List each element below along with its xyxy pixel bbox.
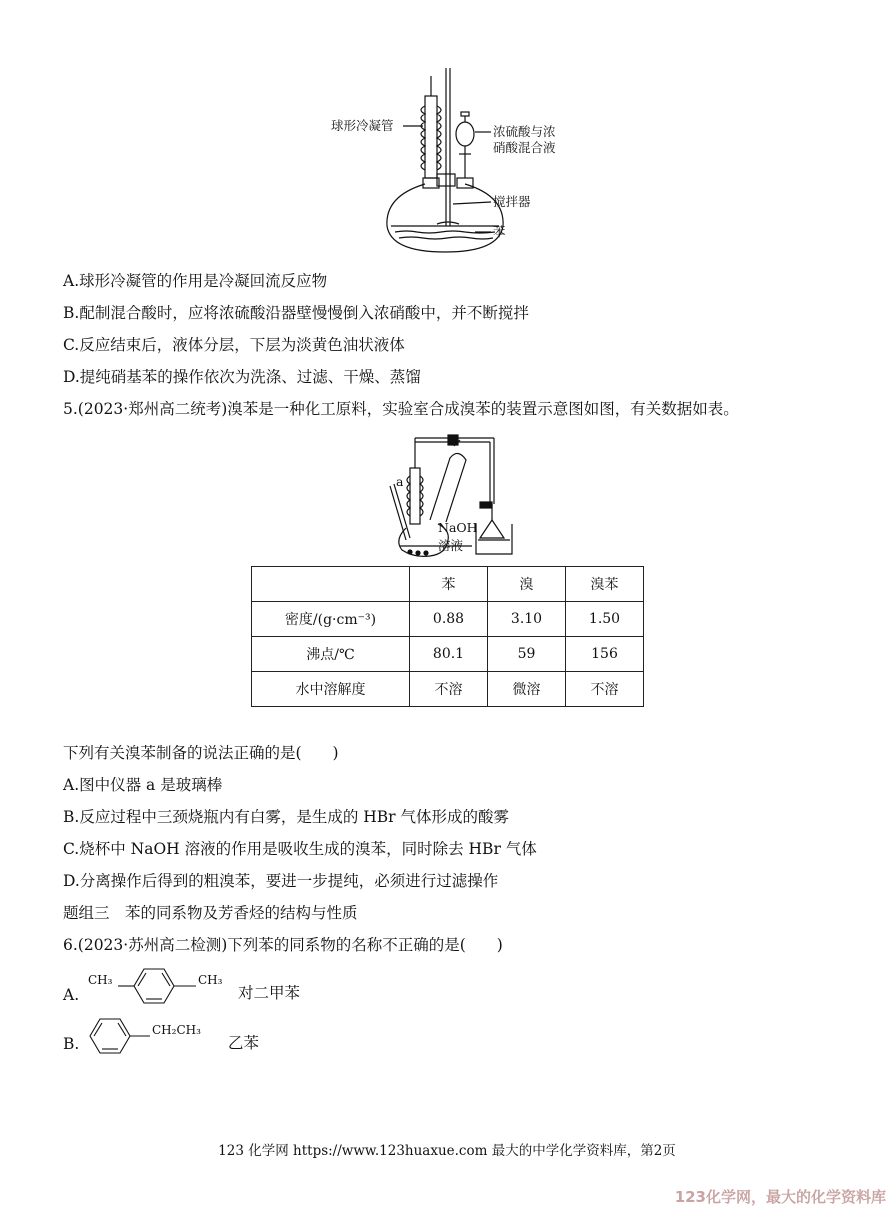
table-cell: 80.1: [410, 637, 488, 672]
q5-stem: 5.(2023·郑州高二统考)溴苯是一种化工原料，实验室合成溴苯的装置示意图如图，有关数据如表。: [63, 400, 739, 418]
table-row: [252, 672, 644, 707]
bromobenzene-apparatus-figure: [380, 428, 520, 558]
ethyl-group: CH₂CH₃: [152, 1023, 201, 1037]
data-table: [251, 566, 644, 707]
table-cell: 密度/(g·cm⁻³): [252, 602, 410, 637]
ethylbenzene-structure: [88, 1014, 228, 1058]
nitration-apparatus-figure: [325, 66, 565, 256]
q5-option-a: A.图中仪器 a 是玻璃棒: [63, 776, 223, 794]
q6-option-b-name: 乙苯: [228, 1034, 260, 1052]
table-cell: 沸点/℃: [252, 637, 410, 672]
q6-option-a-name: 对二甲苯: [238, 984, 301, 1002]
table-cell: 不溶: [410, 672, 488, 707]
table-cell: 溴: [488, 567, 566, 602]
label-acid-line1: 浓硫酸与浓: [493, 124, 556, 139]
q4-option-b: B.配制混合酸时，应将浓硫酸沿器壁慢慢倒入浓硝酸中，并不断搅拌: [63, 304, 529, 322]
table-row: [252, 637, 644, 672]
q6-stem: 6.(2023·苏州高二检测)下列苯的同系物的名称不正确的是( ): [63, 936, 503, 954]
label-naoh-line1: NaOH: [438, 520, 478, 535]
q4-option-a: A.球形冷凝管的作用是冷凝回流反应物: [63, 272, 328, 290]
table-cell: 1.50: [566, 602, 644, 637]
q4-option-d: D.提纯硝基苯的操作依次为洗涤、过滤、干燥、蒸馏: [63, 368, 421, 386]
left-methyl-group: CH₃: [88, 973, 113, 987]
table-cell: 3.10: [488, 602, 566, 637]
label-acid-line2: 硝酸混合液: [493, 140, 556, 155]
label-naoh-line2: 溶液: [438, 538, 464, 553]
table-cell: 0.88: [410, 602, 488, 637]
table-cell: [252, 567, 410, 602]
q6-option-b-letter: B.: [63, 1035, 80, 1053]
section-title: 题组三 苯的同系物及芳香烃的结构与性质: [63, 904, 358, 922]
table-cell: 59: [488, 637, 566, 672]
q6-option-a-letter: A.: [63, 986, 80, 1004]
label-condenser: 球形冷凝管: [331, 118, 394, 133]
table-cell: 苯: [410, 567, 488, 602]
label-benzene: 苯: [493, 224, 506, 239]
table-cell: 溴苯: [566, 567, 644, 602]
table-cell: 不溶: [566, 672, 644, 707]
q5-option-b: B.反应过程中三颈烧瓶内有白雾，是生成的 HBr 气体形成的酸雾: [63, 808, 509, 826]
table-cell: 微溶: [488, 672, 566, 707]
q4-option-c: C.反应结束后，液体分层，下层为淡黄色油状液体: [63, 336, 405, 354]
table-row: [252, 602, 644, 637]
table-cell: 156: [566, 637, 644, 672]
q5-option-d: D.分离操作后得到的粗溴苯，要进一步提纯，必须进行过滤操作: [63, 872, 499, 890]
p-xylene-structure: [88, 964, 234, 1008]
page-footer: 123 化学网 https://www.123huaxue.com 最大的中学化学资料库，第2页: [218, 1143, 676, 1159]
label-stirrer: 搅拌器: [493, 194, 531, 209]
q5-option-c: C.烧杯中 NaOH 溶液的作用是吸收生成的溴苯，同时除去 HBr 气体: [63, 840, 537, 858]
table-cell: 水中溶解度: [252, 672, 410, 707]
q5-question: 下列有关溴苯制备的说法正确的是( ): [63, 744, 339, 762]
label-a: a: [396, 474, 404, 489]
table-row: [252, 567, 644, 602]
watermark: 123化学网，最大的化学资料库: [674, 1188, 886, 1206]
right-methyl-group: CH₃: [198, 973, 223, 987]
